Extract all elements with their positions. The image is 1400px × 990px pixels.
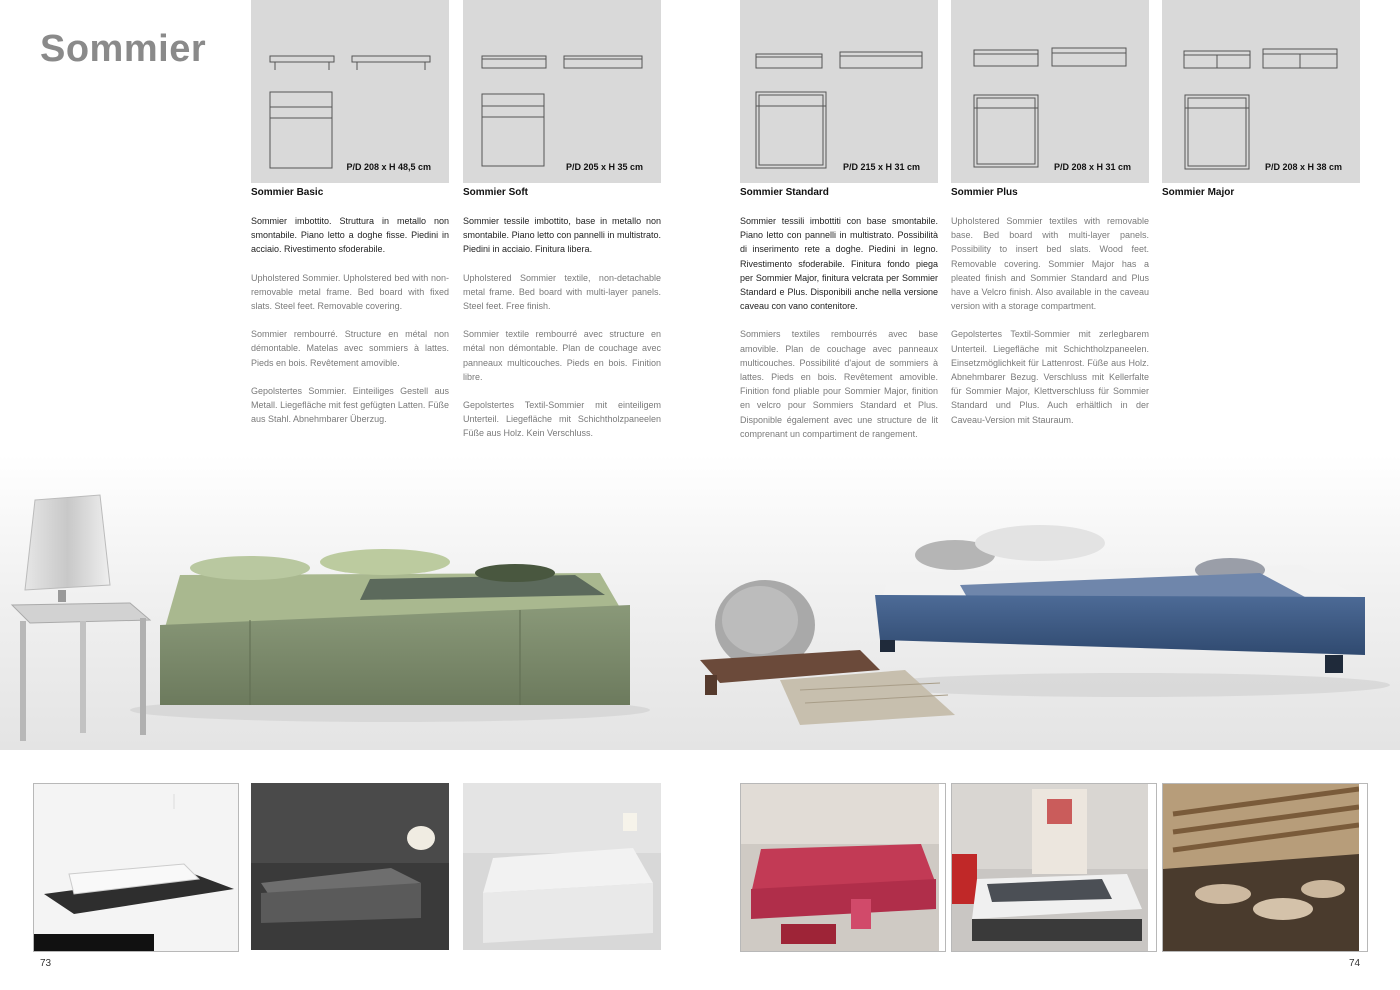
description-italian: Sommier tessili imbottiti con base smontabile. Piano letto con pannelli in multistrato. Possibilità di inserimento rete a doghe. Piedini in legno. Rivestimento sfoderabile. Finitura fondo piega per Sommier Major, finitura velcrata per Sommier Standard e Plus. Disponibili anche nella versione caveau con vano contenitore. [740,216,938,312]
description-column-shared-right [951,214,1149,441]
bedroom-photo-icon [952,784,1148,951]
description-german: Gepolstertes Textil-Sommier mit einteiligem Unterteil. Liegefläche mit Schichtholzpaneelen Füße aus Holz. Kein Verschluss. [463,400,661,439]
product-name-soft: Sommier Soft [463,187,529,198]
description-italian: Sommier imbottito. Struttura in metallo non smontabile. Piano letto a doghe fisse. Piedini in acciaio. Rivestimento sfoderabile. [251,216,449,255]
bed-line-drawing-icon [740,0,938,183]
product-dimensions: P/D 208 x H 31 cm [1053,162,1131,172]
page-number-left: 73 [40,958,52,969]
description-french: Sommier textile rembourré avec structure en métal non démontable. Plan de couchage avec panneaux multicouches. Pieds en bois. Finition libre. [463,329,661,382]
bed-line-drawing-icon [1162,0,1360,183]
bed-line-drawing-icon [251,0,449,183]
description-english: Upholstered Sommier textiles with removable base. Bed board with multi-layer panels. Possibility to insert bed slats. Wood feet. Removable covering. Sommier Major has a pleated finish and Sommier Standard and Plus have a Velcro finish. Also available in the caveau version with a storage compartment. [951,216,1149,312]
product-dimensions: P/D 208 x H 38 cm [1264,162,1342,172]
description-french: Sommier rembourré. Structure en métal non démontable. Matelas avec sommiers à lattes. Pieds en bois. Revêtement amovible. [251,329,449,368]
product-dimensions: P/D 205 x H 35 cm [565,162,643,172]
product-dimensions: P/D 215 x H 31 cm [842,162,920,172]
description-english: Upholstered Sommier textile, non-detachable metal frame. Bed board with multi-layer panels. Steel feet. Free finish. [463,272,661,312]
product-dimensions: P/D 208 x H 48,5 cm [346,162,431,172]
description-column-basic [251,214,449,440]
thumbnail-soft-dark [251,783,455,950]
product-drawing-card-plus [951,0,1149,183]
product-drawing-card-standard [740,0,938,183]
description-french: Sommiers textiles rembourrés avec base amovible. Plan de couchage avec panneaux multicouches. Possibilité d'ajout de sommiers à lattes. Pieds en bois. Revêtement amovible. Finition fond pliable pour Sommier Major, finition en velcro pour Sommiers Standard et Plus. Disponible également avec une structure de lit comprenant un compartiment de rangement. [740,329,938,439]
thumbnail-major-storage [1162,783,1368,952]
product-name-major: Sommier Major [1162,187,1235,198]
product-drawing-card-major [1162,0,1360,183]
product-name-plus: Sommier Plus [951,187,1018,198]
thumbnail-soft-white [463,783,667,950]
product-name-basic: Sommier Basic [251,187,324,198]
thumbnail-plus [951,783,1157,952]
bed-line-drawing-icon [951,0,1149,183]
bedroom-photo-icon [34,784,238,951]
product-drawing-card-soft [463,0,661,183]
description-english: Upholstered Sommier. Upholstered bed with non-removable metal frame. Bed board with fixed slats. Steel feet. Removable covering. [251,272,449,312]
description-german: Gepolstertes Sommier. Einteiliges Gestell aus Metall. Liegefläche mit fest gefügten Latten. Füße aus Stahl. Abnehmbarer Überzug. [251,385,449,425]
bedroom-photo-icon [251,783,449,950]
bedroom-scene-illustration [0,455,1400,750]
thumbnail-standard [740,783,946,952]
bedroom-photo-icon [741,784,939,951]
bedroom-photo-icon [1163,784,1359,951]
product-drawing-card-basic [251,0,449,183]
bed-line-drawing-icon [463,0,661,183]
description-italian: Sommier tessile imbottito, base in metallo non smontabile. Piano letto con pannelli in multistrato. Piedini in acciaio. Finitura libera. [463,216,661,255]
page-title: Sommier [40,28,207,70]
bedroom-photo-icon [463,783,661,950]
description-column-soft [463,214,661,455]
hero-photo [0,455,1400,750]
product-name-standard: Sommier Standard [740,187,829,198]
page-number-right: 74 [1349,958,1361,969]
thumbnail-basic [33,783,239,952]
description-german: Gepolstertes Textil-Sommier mit zerlegbarem Unterteil. Liegefläche mit Schichtholzpaneelen. Einsetzmöglichkeit für Lattenrost. Füße aus Holz. Abnehmbarer Bezug. Verschluss mit Kellerfalte für Sommier Major, Klettverschluss für Sommier Standard und Plus. Auch erhältlich in der Caveau-Version mit Stauraum. [951,329,1149,425]
description-column-shared-left [740,214,938,455]
